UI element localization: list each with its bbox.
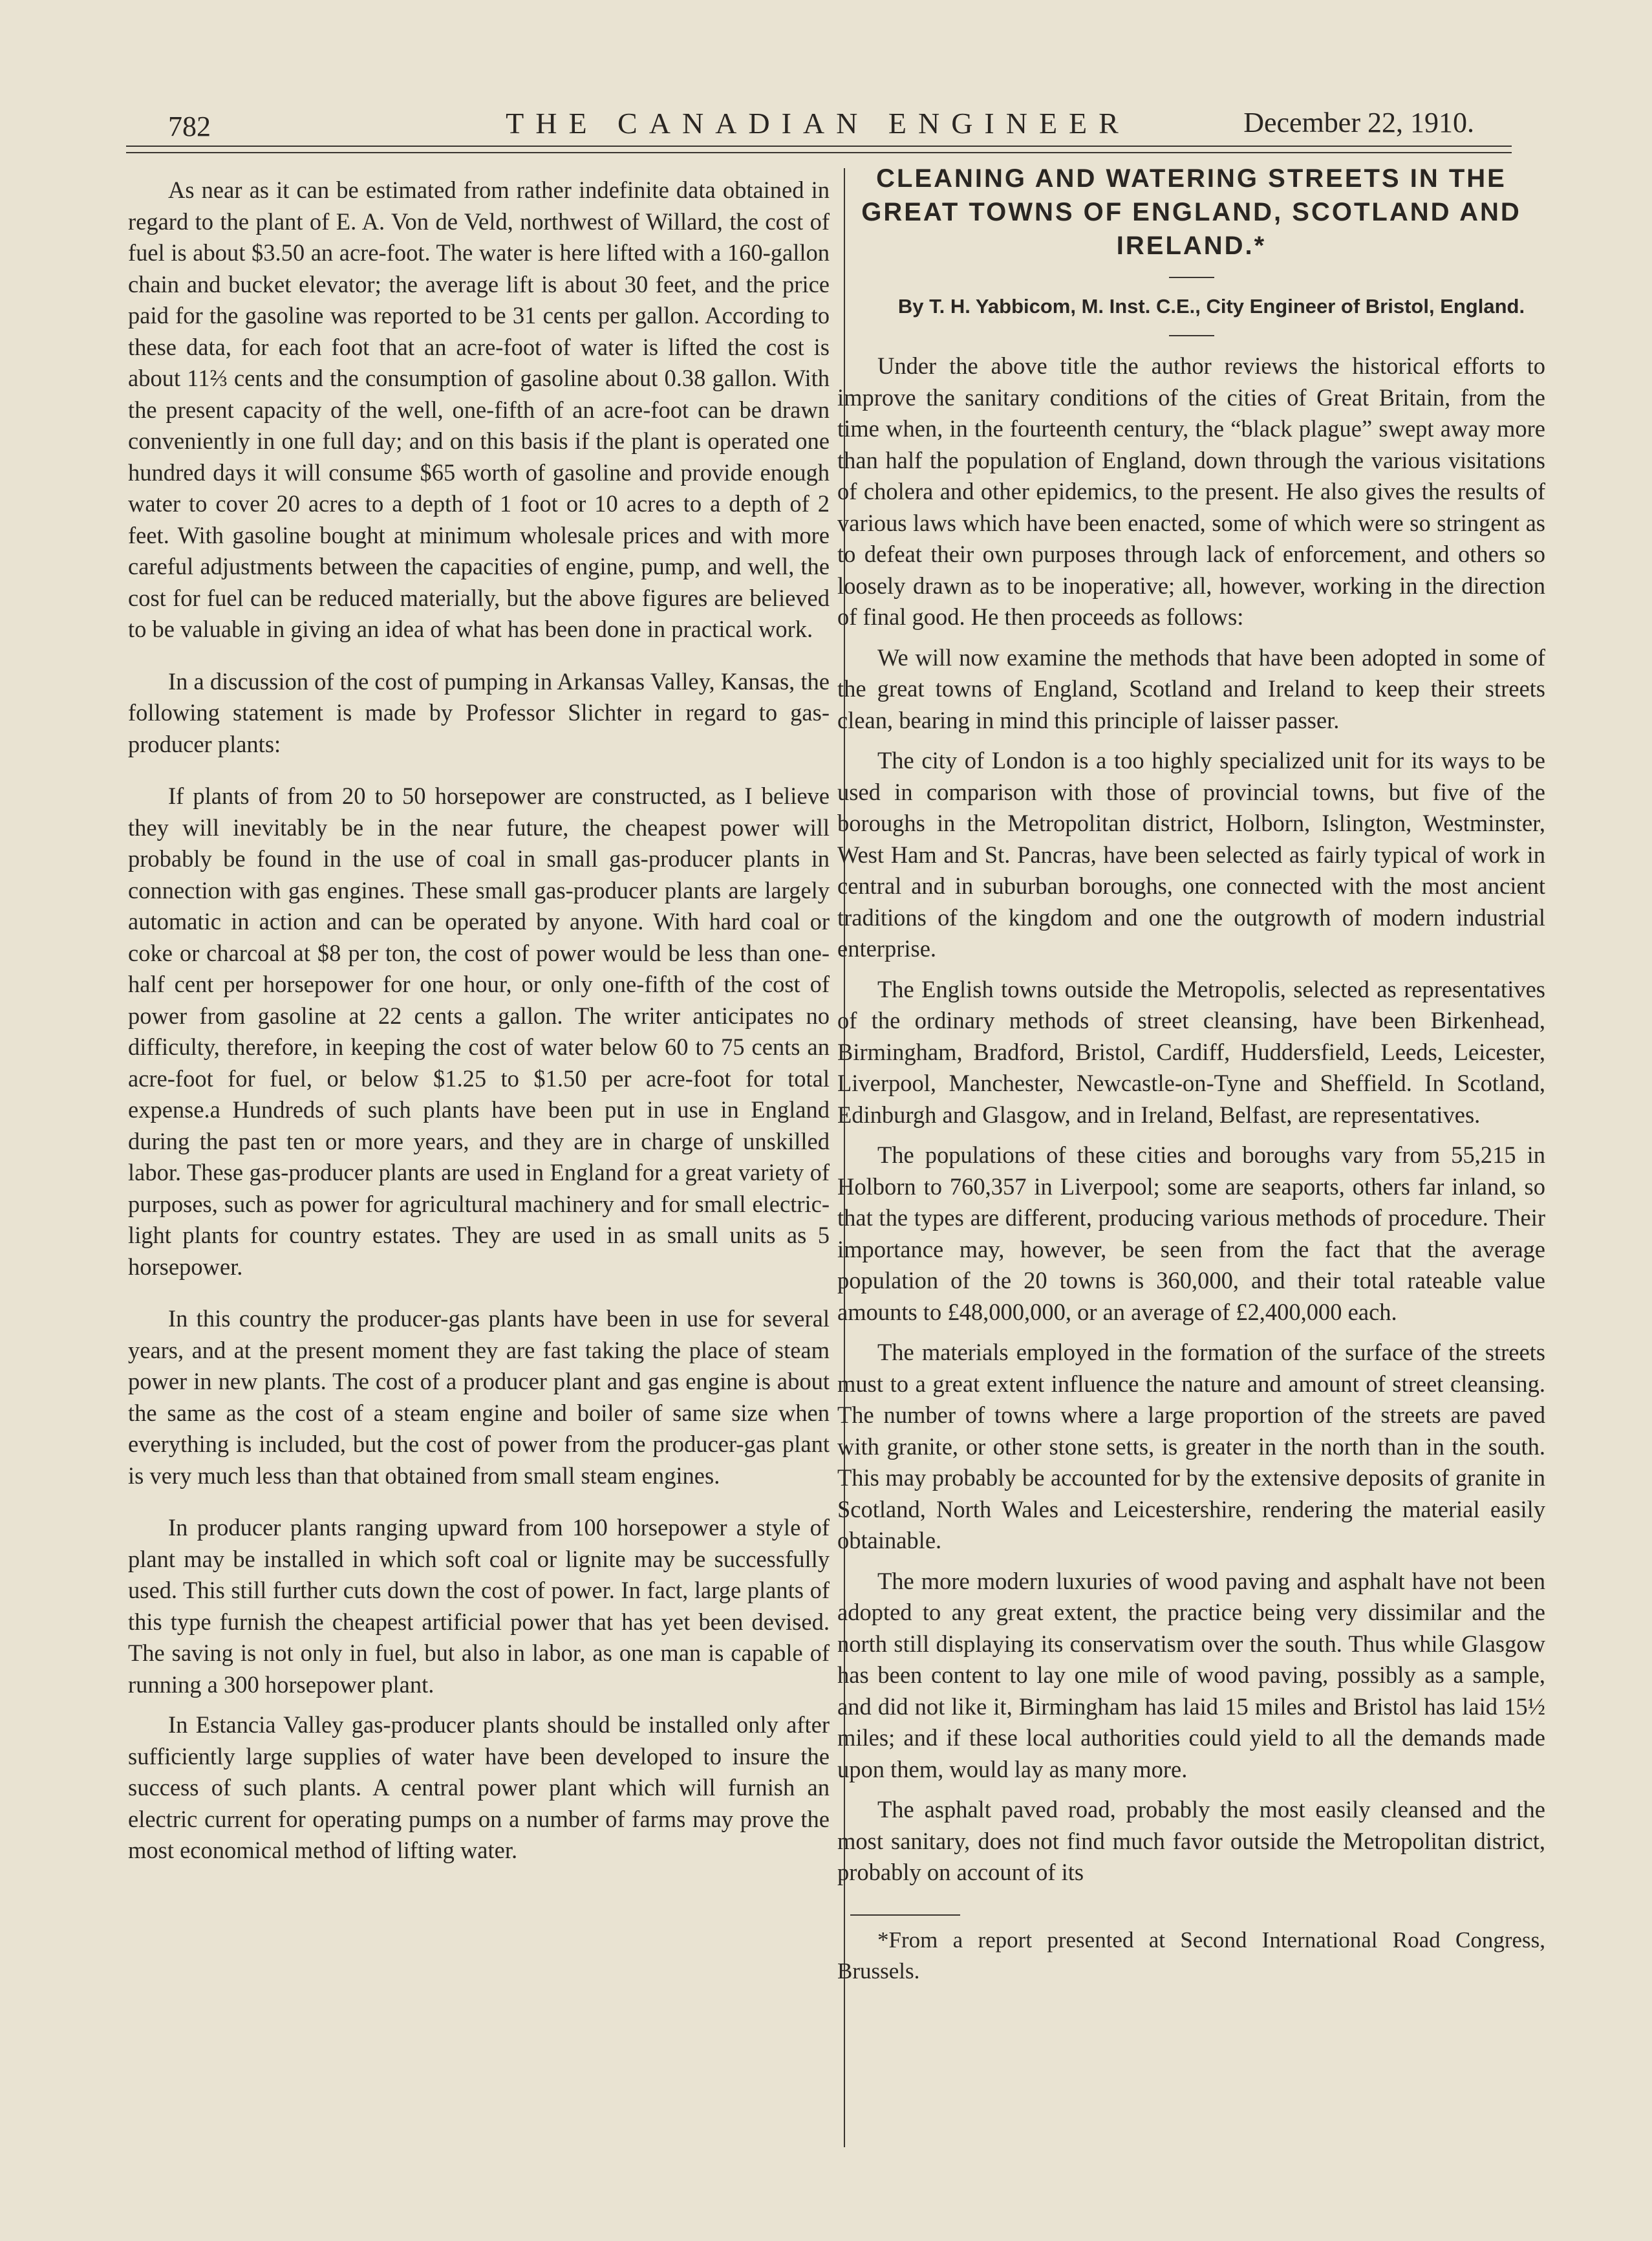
quoted-paragraph: In producer plants ranging upward from 100 horsepower a style of plant may be installed in which soft coal or lignite may be successfully used. This still further cuts down the cost of power. In fact, large plants of this type furnish the cheapest artificial power that has yet been devised. The saving is not only in fuel, but also in labor, as one man is capable of running a 300 horsepower plant.	[128, 1514, 830, 1698]
header-rule-top	[126, 146, 1512, 147]
paragraph: Under the above title the author reviews the historical efforts to improve the sanitary conditions of the cities of Great Britain, from the time when, in the fourteenth century, the “black plague” swept away more than half the population of England, down through the various visitations of cholera and other epidemics, to the present. He also gives the results of various laws which have been enacted, some of which were so stringent as to defeat their own purposes through lack of enforcement, and others so loosely drawn as to be inoperative; all, however, working in the direction of final good. He then proceeds as follows:	[837, 352, 1545, 630]
journal-title: THE CANADIAN ENGINEER	[506, 107, 1130, 140]
page-header	[129, 97, 1507, 149]
paragraph: The materials employed in the formation of the surface of the streets must to a great extent influence the nature and amount of street cleansing. The number of towns where a large proportion of the streets are paved with granite, or other stone setts, is greater in the north than in the south. This may probably be accounted for by the extensive deposits of granite in Scotland, North Wales and Leicestershire, rendering the material easily obtainable.	[837, 1339, 1545, 1554]
paragraph: The English towns outside the Metropolis, selected as representatives of the ordinary methods of street cleansing, have been Birkenhead, Birmingham, Bradford, Bristol, Cardiff, Huddersfield, Leeds, Leicester, Liverpool, Manchester, Newcastle-on-Tyne and Sheffield. In Scotland, Edinburgh and Glasgow, and in Ireland, Belfast, are representatives.	[837, 975, 1545, 1128]
paragraph: As near as it can be estimated from rather indefinite data obtained in regard to the plant of E. A. Von de Veld, northwest of Willard, the cost of fuel is about $3.50 an acre-foot. The water is here lifted with a 160-gallon chain and bucket elevator; the average lift is about 30 feet, and the price paid for the gasoline was reported to be 31 cents per gallon. According to these data, for each foot that an acre-foot of water is lifted the cost is about 11⅔ cents and the consumption of gasoline about 0.38 gallon. With the present capacity of the well, one-fifth of an acre-foot can be drawn conveniently in one full day; and on this basis if the plant is operated one hundred days it will consume $65 worth of gasoline and provide enough water to cover 20 acres to a depth of 1 foot or 10 acres to a depth of 2 feet. With gasoline bought at minimum wholesale prices and with more careful adjustments between the capacities of engine, pump, and well, the cost for fuel can be reduced materially, but the above figures are believed to be valuable in giving an idea of what has been done in practical work.	[128, 177, 830, 642]
article-byline: By T. H. Yabbicom, M. Inst. C.E., City Engineer of Bristol, England.	[897, 295, 1525, 318]
left-column	[128, 175, 830, 1867]
paragraph: The more modern luxuries of wood paving and asphalt have not been adopted to any great extent, the practice being very dissimilar and the north still displaying its conservatism over the south. Thus while Glasgow has been content to lay one mile of wood paving, possibly as a sample, and did not like it, Birmingham has laid 15 miles and Bristol has laid 15½ miles; and if these local authorities could yield to all the demands made upon them, would lay as many more.	[837, 1567, 1545, 1782]
paragraph: The populations of these cities and boroughs vary from 55,215 in Holborn to 760,357 in Liverpool; some are seaports, others far inland, so that the types are different, producing various methods of procedure. Their importance may, however, be seen from the fact that the average population of the 20 towns is 360,000, and their total rateable value amounts to £48,000,000, or an average of £2,400,000 each.	[837, 1142, 1545, 1325]
paragraph: The asphalt paved road, probably the most easily cleansed and the most sanitary, does not find much favor outside the Metropolitan district, probably on account of its	[837, 1796, 1545, 1885]
footnote: *From a report presented at Second International Road Congress, Brussels.	[837, 1927, 1545, 1984]
header-rule-bottom	[126, 152, 1512, 153]
paragraph: In Estancia Valley gas-producer plants should be installed only after sufficiently large supplies of water have been developed to insure the success of such plants. A central power plant which will furnish an electric current for operating pumps on a number of farms may prove the most economical method of lifting water.	[128, 1711, 830, 1863]
paragraph: We will now examine the methods that have been adopted in some of the great towns of England, Scotland and Ireland to keep their streets clean, bearing in mind this principle of laisser passer.	[837, 644, 1545, 733]
article-title: CLEANING AND WATERING STREETS IN THE GREAT TOWNS OF ENGLAND, SCOTLAND AND IRELAND.*	[861, 164, 1521, 260]
byline-rule	[1169, 335, 1214, 336]
title-rule	[1169, 277, 1214, 278]
paragraph: The city of London is a too highly specialized unit for its ways to be used in comparison with those of provincial towns, but five of the boroughs in the Metropolitan district, Holborn, Islington, Westminster, West Ham and St. Pancras, have been selected as fairly typical of work in central and in suburban boroughs, one connected with the most ancient traditions of the kingdom and one the outgrowth of modern industrial enterprise.	[837, 747, 1545, 962]
quoted-paragraph: If plants of from 20 to 50 horsepower are constructed, as I believe they will inevitably be in the near future, the cheapest power will probably be found in the use of coal in small gas-producer plants in connection with gas engines. These small gas-producer plants are largely automatic in action and can be operated by anyone. With hard coal or coke or charcoal at $8 per ton, the cost of power would be less than one-half cent per horsepower for one hour, or only one-fifth of the cost of power from gasoline at 22 cents a gallon. The writer anticipates no difficulty, therefore, in keeping the cost of water below 60 to 75 cents an acre-foot for fuel, or below $1.25 to $1.50 per acre-foot for total expense.a Hundreds of such plants have been put in use in England during the past ten or more years, and they are in charge of unskilled labor. These gas-producer plants are used in England for a great variety of purposes, such as power for agricultural machinery and for small electric-light plants for country estates. They are used in as small units as 5 horsepower.	[128, 783, 830, 1280]
right-column	[837, 162, 1545, 1987]
quoted-paragraph: In this country the producer-gas plants have been in use for several years, and at the present moment they are fast taking the place of steam power in new plants. The cost of a producer plant and gas engine is about the same as the cost of a steam engine and boiler of same size when everything is included, but the cost of power from the producer-gas plant is very much less than that obtained from small steam engines.	[128, 1305, 830, 1489]
page-number: 782	[168, 111, 211, 142]
issue-date: December 22, 1910.	[1243, 107, 1474, 138]
footnote-rule	[850, 1914, 960, 1916]
paragraph: In a discussion of the cost of pumping in Arkansas Valley, Kansas, the following statement is made by Professor Slichter in regard to gas-producer plants:	[128, 667, 830, 757]
